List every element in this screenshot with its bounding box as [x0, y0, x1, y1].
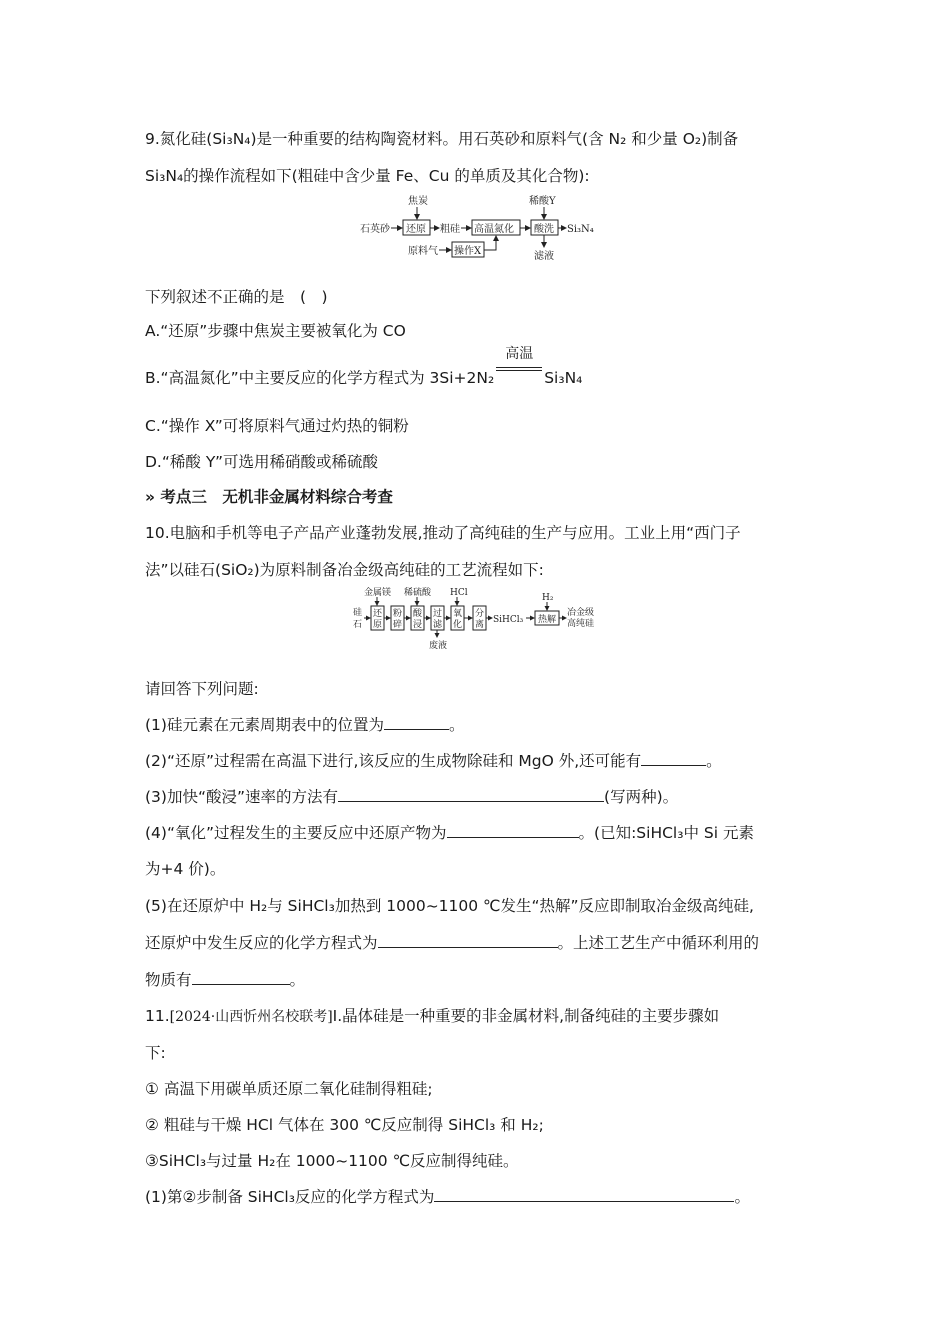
q10-diagram-start-2: 石 [353, 620, 363, 630]
q11-stem-line2: 下: [145, 1044, 166, 1062]
q9-stem-line1: 9.氮化硅(Si₃N₄)是一种重要的结构陶瓷材料。用石英砂和原料气(含 N₂ 和少量 O₂)制备 [145, 130, 739, 148]
q10-diagram-start-1: 硅 [353, 608, 363, 618]
q10-part5-line1: (5)在还原炉中 H₂与 SiHCl₃加热到 1000~1100 ℃发生“热解”反应即制取冶金级高纯硅, [145, 897, 754, 915]
section-title: 考点三 无机非金属材料综合考查 [160, 488, 393, 506]
q9-diagram-acid-wash: 酸洗 [534, 224, 554, 235]
q9-diagram-feed-gas: 原料气 [408, 246, 438, 257]
q9-diagram-acid-y: 稀酸Y [529, 196, 556, 207]
q9-stem-line2: Si₃N₄的操作流程如下(粗硅中含少量 Fe、Cu 的单质及其化合物): [145, 167, 590, 185]
q10-diagram-sihcl3: SiHCl₃ [493, 615, 524, 625]
q10-part5-mid: 。上述工艺生产中循环利用的 [557, 934, 760, 952]
q11-part1-text: (1)第②步制备 SiHCl₃反应的化学方程式为 [145, 1188, 435, 1206]
q10-diagram-leach-1: 酸 [413, 609, 423, 619]
answer-blank-11-1[interactable] [434, 1185, 734, 1202]
q10-diagram-hcl: HCl [450, 588, 468, 598]
q10-stem-line1: 10.电脑和手机等电子产品产业蓬勃发展,推动了高纯硅的生产与应用。工业上用“西门子 [145, 524, 741, 542]
q10-diagram-out-1: 冶金级 [567, 608, 595, 618]
q10-diagram-leach-2: 浸 [413, 620, 423, 630]
q10-part1-text: (1)硅元素在元素周期表中的位置为 [145, 716, 384, 734]
q10-diagram-h2: H₂ [542, 593, 554, 603]
q10-part3 [145, 785, 678, 807]
q9-diagram-product: Si₃N₄ [567, 224, 594, 235]
q10-part2-text: (2)“还原”过程需在高温下进行,该反应的生成物除硅和 MgO 外,还可能有 [145, 752, 642, 770]
q11-part1 [145, 1185, 750, 1207]
q10-part5-end: 。 [289, 971, 306, 989]
q10-part5-text: 还原炉中发生反应的化学方程式为 [145, 934, 378, 952]
q10-prompt: 请回答下列问题: [145, 680, 259, 698]
answer-blank-5a[interactable] [378, 931, 558, 948]
section-header [145, 485, 393, 507]
q10-diagram-pyro: 热解 [538, 615, 557, 625]
q9-question: 下列叙述不正确的是 ( ) [145, 288, 328, 306]
q9-diagram-coke: 焦炭 [408, 196, 428, 207]
q10-diagram-reduce-2: 原 [373, 620, 383, 630]
section-marker-icon: » [145, 488, 156, 506]
q10-part5-text2: 物质有 [145, 971, 192, 989]
q10-diagram-waste: 废液 [429, 641, 448, 651]
q10-diagram-filter-1: 过 [433, 609, 443, 619]
q10-diagram-reduce-1: 还 [373, 609, 383, 619]
q10-diagram-sep-2: 离 [475, 620, 485, 630]
q9-option-b-prefix: B.“高温氮化”中主要反应的化学方程式为 3Si+2N₂ [145, 369, 495, 387]
q9-diagram-op-x: 操作X [454, 246, 482, 257]
q9-option-b-suffix: Si₃N₄ [544, 369, 583, 387]
q11-step2: ② 粗硅与干燥 HCl 气体在 300 ℃反应制得 SiHCl₃ 和 H₂; [145, 1116, 544, 1134]
q9-diagram-quartz: 石英砂 [360, 224, 390, 235]
q10-diagram-filter-2: 滤 [433, 620, 443, 630]
q10-part4-line2: 为+4 价)。 [145, 860, 226, 878]
q10-part4 [145, 821, 754, 843]
q9-diagram-filtrate: 滤液 [534, 251, 554, 262]
q10-diagram-oxid-2: 化 [453, 620, 463, 630]
q9-flow-diagram [355, 192, 600, 264]
q11-number: 11. [145, 1007, 170, 1025]
q10-part1 [145, 713, 464, 735]
q11-stem-line1 [145, 1004, 719, 1026]
answer-blank-5b[interactable] [192, 968, 290, 985]
q10-diagram-grind-1: 粉 [393, 609, 403, 619]
q10-diagram-grind-2: 碎 [393, 620, 403, 630]
q10-part4-text: (4)“氧化”过程发生的主要反应中还原产物为 [145, 824, 447, 842]
q10-diagram-out-2: 高纯硅 [567, 619, 595, 629]
answer-blank-1[interactable] [384, 713, 449, 730]
answer-blank-3[interactable] [338, 785, 604, 802]
q9-option-c: C.“操作 X”可将原料气通过灼热的铜粉 [145, 417, 409, 435]
q10-part1-end: 。 [448, 716, 465, 734]
q11-part1-end: 。 [734, 1188, 750, 1206]
q10-part2 [145, 749, 722, 771]
q11-step3: ③SiHCl₃与过量 H₂在 1000~1100 ℃反应制得纯硅。 [145, 1152, 519, 1170]
reaction-condition-label: 高温 [505, 346, 534, 362]
q10-diagram-dilute-acid: 稀硫酸 [404, 588, 432, 598]
q9-option-a: A.“还原”步骤中焦炭主要被氧化为 CO [145, 322, 406, 340]
q9-diagram-reduce: 还原 [406, 224, 426, 235]
q10-diagram-oxid-1: 氧 [453, 609, 463, 619]
q9-option-d: D.“稀酸 Y”可选用稀硝酸或稀硫酸 [145, 453, 379, 471]
answer-blank-4[interactable] [447, 821, 579, 838]
q11-step1: ① 高温下用碳单质还原二氧化硅制得粗硅; [145, 1080, 433, 1098]
reaction-condition [494, 346, 544, 383]
q10-part4-end: 。(已知:SiHCl₃中 Si 元素 [578, 824, 754, 842]
q9-diagram-nitride: 高温氮化 [474, 224, 514, 235]
q10-part5-line2 [145, 931, 759, 953]
q10-diagram-sep-1: 分 [475, 609, 485, 619]
q10-diagram-mg: 金属镁 [364, 588, 392, 598]
q10-part2-end: 。 [706, 752, 722, 770]
q10-stem-line2: 法”以硅石(SiO₂)为原料制备冶金级高纯硅的工艺流程如下: [145, 561, 544, 579]
q10-part5-line3 [145, 968, 305, 990]
q10-part3-end: (写两种)。 [604, 788, 679, 806]
q11-stem-text: Ⅰ.晶体硅是一种重要的非金属材料,制备纯硅的主要步骤如 [332, 1007, 720, 1025]
q10-flow-diagram [350, 585, 600, 653]
q11-source: [2024·山西忻州名校联考] [169, 1009, 333, 1025]
q9-option-b [145, 346, 583, 388]
q10-part3-text: (3)加快“酸浸”速率的方法有 [145, 788, 339, 806]
answer-blank-2[interactable] [641, 749, 706, 766]
q9-diagram-crude-si: 粗硅 [440, 224, 460, 235]
